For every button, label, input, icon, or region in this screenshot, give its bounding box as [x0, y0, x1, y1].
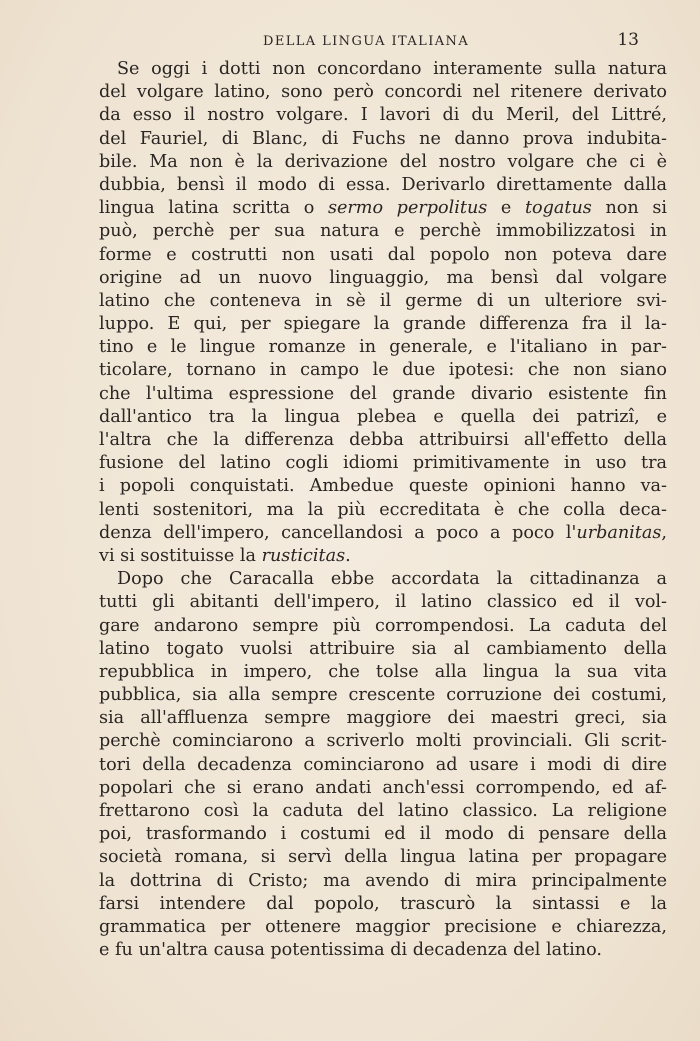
- text-run: .: [345, 545, 351, 566]
- text-line: [99, 290, 667, 313]
- text-run: dubbia, bensì il modo di essa. Derivarlo direttamente dalla: [99, 174, 667, 195]
- text-line: [99, 591, 667, 614]
- text-line: [99, 406, 667, 429]
- text-line: [99, 174, 667, 197]
- text-run: gare andarono sempre più corrompendosi. La caduta del: [99, 615, 667, 636]
- italic-term: urbanitas: [576, 522, 662, 543]
- text-run: popolari che si erano andati anch'essi corrompendo, ed af-: [99, 777, 667, 798]
- running-head: DELLA LINGUA ITALIANA: [263, 34, 470, 49]
- text-run: farsi intendere dal popolo, trascurò la sintassi e la: [99, 893, 667, 914]
- text-run: poi, trasformando i costumi ed il modo di pensare della: [99, 824, 667, 845]
- text-line: [99, 615, 667, 638]
- text-line: [99, 104, 667, 127]
- text-line: [99, 568, 667, 591]
- text-run: può, perchè per sua natura e perchè immobilizzatosi in: [99, 221, 667, 242]
- text-line: [99, 499, 667, 522]
- text-run: da esso il nostro volgare. I lavori di du Meril, del Littré,: [99, 105, 667, 126]
- text-line: [99, 475, 667, 498]
- text-line: [99, 916, 667, 939]
- text-line: [99, 197, 667, 220]
- text-line: [99, 777, 667, 800]
- text-run: lingua latina scritta o: [99, 198, 328, 219]
- text-line: [99, 754, 667, 777]
- text-line: [99, 545, 667, 568]
- text-run: forme e costrutti non usati dal popolo non poteva dare: [99, 244, 667, 265]
- text-run: bile. Ma non è la derivazione del nostro volgare che ci è: [99, 151, 667, 172]
- text-run: Se oggi i dotti non concordano interamente sulla natura: [117, 59, 667, 79]
- text-run: società romana, si servì della lingua latina per propagare: [99, 847, 667, 868]
- text-run: fusione del latino cogli idiomi primitivamente in uso tra: [99, 453, 667, 474]
- text-line: [99, 128, 667, 151]
- text-run: sia all'affluenza sempre maggiore dei maestri greci, sia: [99, 708, 667, 729]
- text-run: grammatica per ottenere maggior precisione e chiarezza,: [99, 916, 667, 937]
- text-run: repubblica in impero, che tolse alla lingua la sua vita: [99, 661, 667, 682]
- text-run: ticolare, tornano in campo le due ipotesi: che non siano: [99, 360, 667, 381]
- text-line: [99, 151, 667, 174]
- text-run: vi si sostituisse la: [99, 545, 262, 566]
- text-line: [99, 58, 667, 81]
- text-run: non si: [591, 198, 667, 219]
- text-run: latino che conteneva in sè il germe di un ulteriore svi-: [99, 290, 667, 311]
- text-run: ,: [661, 522, 667, 543]
- text-run: tino e le lingue romanze in generale, e l'italiano in par-: [99, 337, 667, 358]
- text-run: che l'ultima espressione del grande divario esistente fin: [99, 383, 667, 404]
- text-run: i popoli conquistati. Ambedue queste opinioni hanno va-: [99, 476, 667, 497]
- text-line: [99, 638, 667, 661]
- text-line: [99, 870, 667, 893]
- text-run: la dottrina di Cristo; ma avendo di mira principalmente: [99, 870, 667, 891]
- text-line: [99, 823, 667, 846]
- text-run: denza dell'impero, cancellandosi a poco a poco l': [99, 522, 577, 543]
- text-run: perchè cominciarono a scriverlo molti provinciali. Gli scrit-: [99, 731, 667, 752]
- text-line: [99, 522, 667, 545]
- text-line: [99, 383, 667, 406]
- text-line: [99, 81, 667, 104]
- text-line: [99, 452, 667, 475]
- text-line: [99, 267, 667, 290]
- text-run: luppo. E qui, per spiegare la grande differenza fra il la-: [99, 314, 667, 335]
- text-line: [99, 336, 667, 359]
- text-run: l'altra che la differenza debba attribuirsi all'effetto della: [99, 430, 667, 450]
- text-run: frettarono così la caduta del latino classico. La religione: [99, 801, 667, 821]
- text-line: [99, 313, 667, 336]
- text-run: lenti sostenitori, ma la più eccreditata è che colla deca-: [99, 499, 667, 520]
- text-run: dall'antico tra la lingua plebea e quella dei patrizî, e: [99, 406, 667, 427]
- page-header: [98, 30, 643, 54]
- text-run: tutti gli abitanti dell'impero, il latino classico ed il vol-: [99, 592, 667, 613]
- italic-term: sermo perpolitus: [327, 198, 488, 219]
- text-line: [99, 707, 667, 730]
- page-number: 13: [617, 30, 639, 50]
- text-line: [99, 684, 667, 707]
- text-line: [99, 244, 667, 267]
- text-run: del volgare latino, sono però concordi nel ritenere derivato: [99, 82, 667, 103]
- text-line: [99, 429, 667, 452]
- text-run: pubblica, sia alla sempre crescente corruzione dei costumi,: [99, 685, 667, 706]
- text-run: tori della decadenza cominciarono ad usare i modi di dire: [99, 754, 667, 775]
- text-line: [99, 800, 667, 823]
- text-line: [99, 220, 667, 243]
- text-run: e: [487, 198, 525, 219]
- body-text: [99, 58, 667, 962]
- text-run: del Fauriel, di Blanc, di Fuchs ne danno prova indubita-: [99, 128, 667, 149]
- text-run: latino togato vuolsi attribuire sia al cambiamento della: [99, 638, 667, 659]
- text-run: origine ad un nuovo linguaggio, ma bensì dal volgare: [99, 267, 667, 288]
- text-line: [99, 359, 667, 382]
- italic-term: togatus: [524, 198, 592, 219]
- text-line: [99, 939, 667, 962]
- text-line: [99, 661, 667, 684]
- text-line: [99, 730, 667, 753]
- text-line: [99, 846, 667, 869]
- italic-term: rusticitas: [261, 545, 346, 566]
- text-run: Dopo che Caracalla ebbe accordata la cittadinanza a: [117, 569, 667, 590]
- text-line: [99, 893, 667, 916]
- text-run: e fu un'altra causa potentissima di decadenza del latino.: [99, 940, 602, 961]
